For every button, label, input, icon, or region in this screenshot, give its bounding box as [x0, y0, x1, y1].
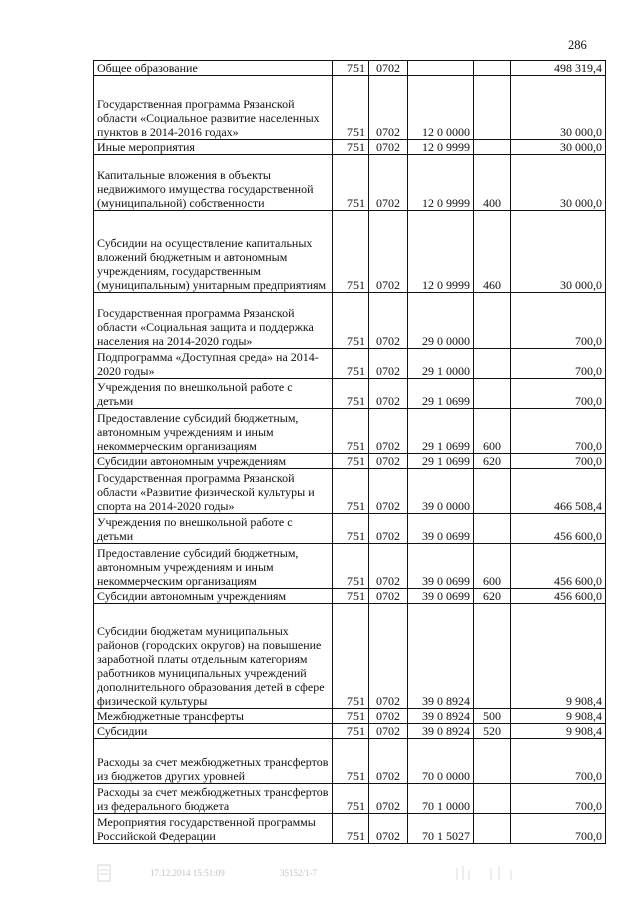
cell-article: 29 1 0000 [408, 349, 474, 379]
footer-doc-number: 35152/1-7 [280, 868, 317, 878]
cell-org: 751 [333, 709, 369, 724]
cell-section: 0702 [369, 76, 408, 140]
table-row [94, 379, 606, 409]
cell-section: 0702 [369, 469, 408, 514]
cell-article: 70 0 0000 [408, 739, 474, 784]
cell-article: 39 0 8924 [408, 604, 474, 709]
cell-name: Учреждения по внешкольной работе с детьми [94, 514, 333, 544]
cell-org: 751 [333, 293, 369, 349]
cell-type [474, 293, 511, 349]
cell-type [474, 739, 511, 784]
cell-type: 600 [474, 544, 511, 589]
cell-type: 520 [474, 724, 511, 739]
cell-article: 70 1 0000 [408, 784, 474, 814]
cell-amount: 700,0 [511, 784, 606, 814]
cell-org: 751 [333, 379, 369, 409]
table-row [94, 76, 606, 140]
table-row [94, 589, 606, 604]
cell-type: 600 [474, 409, 511, 454]
cell-name: Государственная программа Рязанской области «Развитие физической культуры и спорта на 2014-2020 годы» [94, 469, 333, 514]
cell-org: 751 [333, 724, 369, 739]
cell-amount: 700,0 [511, 739, 606, 784]
cell-name: Учреждения по внешкольной работе с детьми [94, 379, 333, 409]
table-row [94, 514, 606, 544]
cell-org: 751 [333, 469, 369, 514]
cell-amount: 456 600,0 [511, 589, 606, 604]
cell-article: 12 0 0000 [408, 76, 474, 140]
cell-amount: 9 908,4 [511, 709, 606, 724]
cell-article: 29 0 0000 [408, 293, 474, 349]
cell-name: Подпрограмма «Доступная среда» на 2014-2020 годы» [94, 349, 333, 379]
table-row [94, 814, 606, 844]
cell-org: 751 [333, 349, 369, 379]
cell-article: 29 1 0699 [408, 409, 474, 454]
cell-type: 620 [474, 589, 511, 604]
cell-article: 39 0 8924 [408, 724, 474, 739]
table-row [94, 739, 606, 784]
cell-article: 12 0 9999 [408, 155, 474, 211]
cell-amount: 30 000,0 [511, 76, 606, 140]
cell-type: 500 [474, 709, 511, 724]
cell-amount: 9 908,4 [511, 604, 606, 709]
footer-timestamp: 17.12.2014 15:51:09 [150, 868, 225, 878]
cell-section: 0702 [369, 211, 408, 293]
cell-amount: 30 000,0 [511, 155, 606, 211]
cell-name: Субсидии на осуществление капитальных вложений бюджетным и автономным учреждениям, государственным (муниципальным) унитарным предприятиям [94, 211, 333, 293]
cell-org: 751 [333, 604, 369, 709]
barcode-mark-icon [451, 862, 531, 884]
scan-stamp-icon [96, 862, 136, 884]
cell-org: 751 [333, 814, 369, 844]
cell-amount: 466 508,4 [511, 469, 606, 514]
cell-name: Капитальные вложения в объекты недвижимого имущества государственной (муниципальной) собственности [94, 155, 333, 211]
cell-section: 0702 [369, 724, 408, 739]
cell-amount: 700,0 [511, 379, 606, 409]
cell-org: 751 [333, 76, 369, 140]
footer [96, 862, 536, 884]
cell-section: 0702 [369, 379, 408, 409]
table-row [94, 544, 606, 589]
table-row [94, 724, 606, 739]
table-row [94, 61, 606, 76]
cell-org: 751 [333, 409, 369, 454]
cell-section: 0702 [369, 514, 408, 544]
cell-name: Иные мероприятия [94, 140, 333, 155]
budget-table [93, 60, 606, 844]
cell-article: 12 0 9999 [408, 140, 474, 155]
cell-article [408, 61, 474, 76]
cell-type [474, 140, 511, 155]
cell-section: 0702 [369, 604, 408, 709]
table-row [94, 211, 606, 293]
cell-name: Субсидии автономным учреждениям [94, 589, 333, 604]
cell-type: 460 [474, 211, 511, 293]
cell-section: 0702 [369, 409, 408, 454]
cell-amount: 700,0 [511, 349, 606, 379]
cell-article: 39 0 0699 [408, 514, 474, 544]
cell-amount: 456 600,0 [511, 544, 606, 589]
cell-name: Предоставление субсидий бюджетным, автономным учреждениям и иным некоммерческим организациям [94, 544, 333, 589]
table-row [94, 469, 606, 514]
cell-name: Предоставление субсидий бюджетным, автономным учреждениям и иным некоммерческим организациям [94, 409, 333, 454]
cell-org: 751 [333, 784, 369, 814]
cell-section: 0702 [369, 589, 408, 604]
table-row [94, 293, 606, 349]
cell-name: Субсидии автономным учреждениям [94, 454, 333, 469]
cell-amount: 700,0 [511, 409, 606, 454]
cell-type: 400 [474, 155, 511, 211]
cell-org: 751 [333, 140, 369, 155]
cell-type: 620 [474, 454, 511, 469]
cell-section: 0702 [369, 784, 408, 814]
cell-section: 0702 [369, 709, 408, 724]
cell-type [474, 76, 511, 140]
cell-org: 751 [333, 61, 369, 76]
cell-type [474, 469, 511, 514]
cell-org: 751 [333, 454, 369, 469]
cell-section: 0702 [369, 140, 408, 155]
cell-section: 0702 [369, 61, 408, 76]
cell-amount: 700,0 [511, 454, 606, 469]
cell-section: 0702 [369, 349, 408, 379]
cell-amount: 700,0 [511, 293, 606, 349]
cell-org: 751 [333, 155, 369, 211]
cell-section: 0702 [369, 814, 408, 844]
cell-article: 39 0 8924 [408, 709, 474, 724]
table-row [94, 409, 606, 454]
table-row [94, 140, 606, 155]
cell-type [474, 814, 511, 844]
cell-name: Субсидии [94, 724, 333, 739]
page-number: 286 [568, 38, 587, 52]
cell-name: Мероприятия государственной программы Российской Федерации [94, 814, 333, 844]
table-row [94, 454, 606, 469]
cell-amount: 30 000,0 [511, 140, 606, 155]
cell-name: Межбюджетные трансферты [94, 709, 333, 724]
cell-name: Государственная программа Рязанской области «Социальная защита и поддержка населения на 2014-2020 годы» [94, 293, 333, 349]
cell-name: Общее образование [94, 61, 333, 76]
cell-section: 0702 [369, 739, 408, 784]
cell-article: 39 0 0699 [408, 589, 474, 604]
table-row [94, 784, 606, 814]
cell-amount: 30 000,0 [511, 211, 606, 293]
cell-section: 0702 [369, 544, 408, 589]
table-row [94, 709, 606, 724]
cell-type [474, 514, 511, 544]
cell-type [474, 784, 511, 814]
cell-name: Расходы за счет межбюджетных трансфертов из федерального бюджета [94, 784, 333, 814]
cell-org: 751 [333, 544, 369, 589]
cell-article: 70 1 5027 [408, 814, 474, 844]
cell-amount: 700,0 [511, 814, 606, 844]
cell-section: 0702 [369, 454, 408, 469]
cell-article: 39 0 0000 [408, 469, 474, 514]
cell-org: 751 [333, 211, 369, 293]
cell-article: 12 0 9999 [408, 211, 474, 293]
cell-section: 0702 [369, 155, 408, 211]
cell-amount: 9 908,4 [511, 724, 606, 739]
cell-org: 751 [333, 739, 369, 784]
cell-section: 0702 [369, 293, 408, 349]
cell-amount: 456 600,0 [511, 514, 606, 544]
cell-org: 751 [333, 589, 369, 604]
cell-name: Государственная программа Рязанской области «Социальное развитие населенных пунктов в 2014-2016 годах» [94, 76, 333, 140]
cell-amount: 498 319,4 [511, 61, 606, 76]
cell-article: 29 1 0699 [408, 454, 474, 469]
cell-org: 751 [333, 514, 369, 544]
table-row [94, 604, 606, 709]
table-row [94, 349, 606, 379]
cell-type [474, 379, 511, 409]
cell-type [474, 61, 511, 76]
cell-type [474, 604, 511, 709]
table-row [94, 155, 606, 211]
cell-article: 29 1 0699 [408, 379, 474, 409]
cell-name: Расходы за счет межбюджетных трансфертов из бюджетов других уровней [94, 739, 333, 784]
cell-article: 39 0 0699 [408, 544, 474, 589]
cell-name: Субсидии бюджетам муниципальных районов (городских округов) на повышение заработной платы отдельным категориям работников муниципальных учреждений дополнительного образования детей в сфере физической культуры [94, 604, 333, 709]
cell-type [474, 349, 511, 379]
